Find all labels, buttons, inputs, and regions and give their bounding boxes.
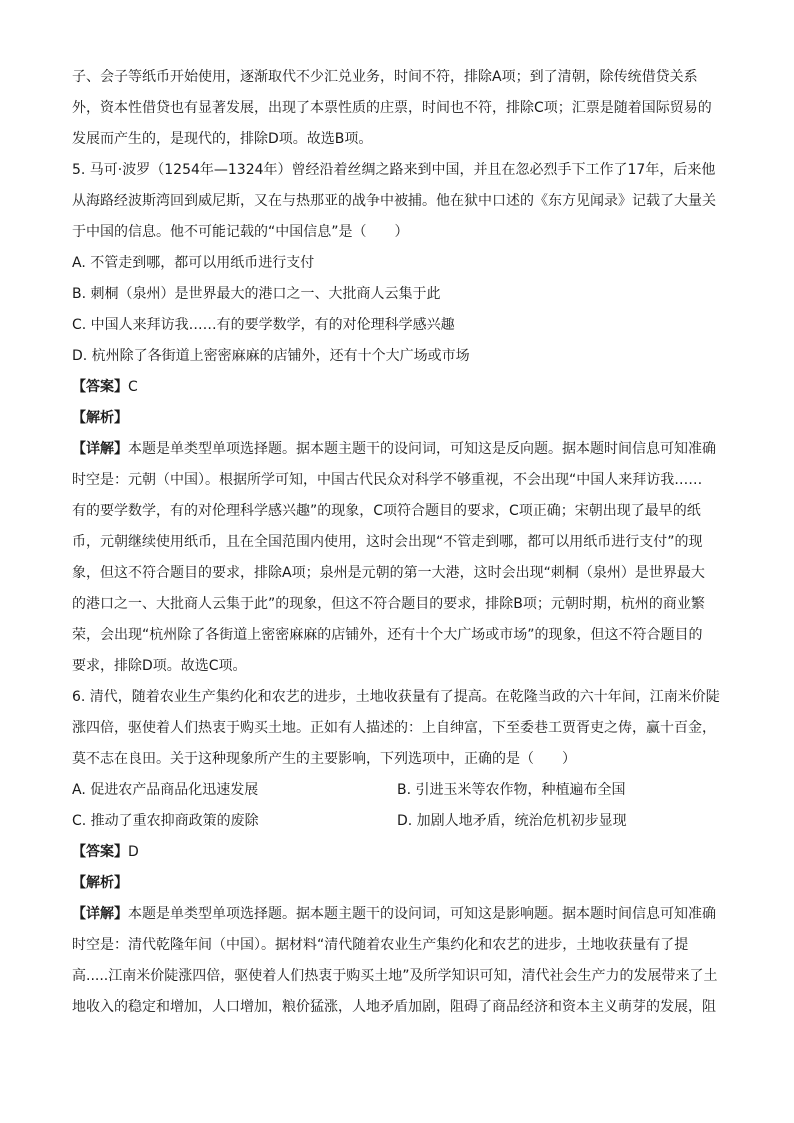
detail-line: 时空是：元朝（中国）。根据所学可知，中国古代民众对科学不够重视，不会出现“中国人来拜访我…… <box>72 472 703 488</box>
option-a: A. 促进农产品商品化迅速发展 <box>72 782 259 798</box>
detail-line: 荣，会出现“杭州除了各街道上密密麻麻的店铺外，还有十个大广场或市场”的现象，但这不符合题目的 <box>72 627 703 643</box>
question-stem-line: 莫不志在良田。关于这种现象所产生的主要影响，下列选项中，正确的是（ ） <box>72 751 576 767</box>
answer-value: C <box>128 379 138 395</box>
detail-line: 地收入的稳定和增加，人口增加，粮价猛涨，人地矛盾加剧，阻碍了商品经济和资本主义萌芽的发展，阻 <box>72 999 716 1015</box>
option-d: D. 杭州除了各街道上密密麻麻的店铺外，还有十个大广场或市场 <box>72 348 470 364</box>
question-stem-line: 涨四倍，驱使着人们热衷于购买土地。正如有人描述的：上自绅富，下至委巷工贾胥吏之俦，赢十百金， <box>72 720 716 736</box>
detail-line: 币，元朝继续使用纸币，且在全国范围内使用，这时会出现“不管走到哪，都可以用纸币进行支付”的现 <box>72 534 703 550</box>
answer-line <box>72 372 722 403</box>
text-line: 外，资本性借贷也有显著发展，出现了本票性质的庄票，时间也不符，排除C项；汇票是随着国际贸易的 <box>72 100 712 116</box>
question-stem-line: 6. 清代，随着农业生产集约化和农艺的进步，土地收获量有了提高。在乾隆当政的六十年间，江南米价陡 <box>72 689 720 705</box>
option-row <box>72 806 722 837</box>
detail-line: 的港口之一、大批商人云集于此”的现象，但这不符合题目的要求，排除B项；元朝时期，杭州的商业繁 <box>72 596 705 612</box>
prev-explanation <box>72 62 722 155</box>
detail-line <box>72 899 722 930</box>
detail-line: 高.....江南米价陡涨四倍，驱使着人们热衷于购买土地”及所学知识可知，清代社会生产力的发展带来了土 <box>72 968 718 984</box>
detail-line: 有的要学数学，有的对伦理科学感兴趣”的现象，C项符合题目的要求，C项正确；宋朝出现了最早的纸 <box>72 503 701 519</box>
option-a: A. 不管走到哪，都可以用纸币进行支付 <box>72 255 315 271</box>
option-c: C. 中国人来拜访我……有的要学数学，有的对伦理科学感兴趣 <box>72 317 455 333</box>
detail-line: 时空是：清代乾隆年间（中国）。据材料“清代随着农业生产集约化和农艺的进步，土地收获量有了提 <box>72 937 689 953</box>
answer-label: 【答案】 <box>72 844 128 860</box>
detail-text: 本题是单类型单项选择题。据本题主题干的设问词，可知这是影响题。据本题时间信息可知准确 <box>128 906 716 922</box>
answer-value: D <box>128 844 139 860</box>
detail-text: 本题是单类型单项选择题。据本题主题干的设问词，可知这是反向题。据本题时间信息可知准确 <box>128 441 716 457</box>
analysis-label: 【解析】 <box>72 410 128 426</box>
question-5 <box>72 155 722 682</box>
question-stem-line: 从海路经波斯湾回到威尼斯，又在与热那亚的战争中被捕。他在狱中口述的《东方见闻录》记载了大量关 <box>72 193 716 209</box>
question-stem-line: 于中国的信息。他不可能记载的“中国信息”是（ ） <box>72 224 409 240</box>
option-b: B. 引进玉米等农作物，种植遍布全国 <box>397 782 626 798</box>
analysis-line <box>72 403 722 434</box>
answer-label: 【答案】 <box>72 379 128 395</box>
text-line: 发展而产生的，是现代的，排除D项。故选B项。 <box>72 131 373 147</box>
question-6 <box>72 682 722 1023</box>
detail-line: 象，但这不符合题目的要求，排除A项；泉州是元朝的第一大港，这时会出现“刺桐（泉州）是世界最大 <box>72 565 705 581</box>
answer-line <box>72 837 722 868</box>
option-row <box>72 775 722 806</box>
analysis-label: 【解析】 <box>72 875 128 891</box>
detail-line <box>72 434 722 465</box>
option-c: C. 推动了重农抑商政策的废除 <box>72 813 259 829</box>
analysis-line <box>72 868 722 899</box>
document-page <box>72 62 722 1023</box>
detail-label: 【详解】 <box>72 441 128 457</box>
detail-line: 要求，排除D项。故选C项。 <box>72 658 247 674</box>
detail-label: 【详解】 <box>72 906 128 922</box>
text-line: 子、会子等纸币开始使用，逐渐取代不少汇兑业务，时间不符，排除A项；到了清朝，除传统借贷关系 <box>72 69 698 85</box>
option-d: D. 加剧人地矛盾，统治危机初步显现 <box>397 813 627 829</box>
option-b: B. 刺桐（泉州）是世界最大的港口之一、大批商人云集于此 <box>72 286 441 302</box>
question-stem-line: 5. 马可·波罗（1254年—1324年）曾经沿着丝绸之路来到中国，并且在忽必烈手下工作了17年，后来他 <box>72 162 716 178</box>
